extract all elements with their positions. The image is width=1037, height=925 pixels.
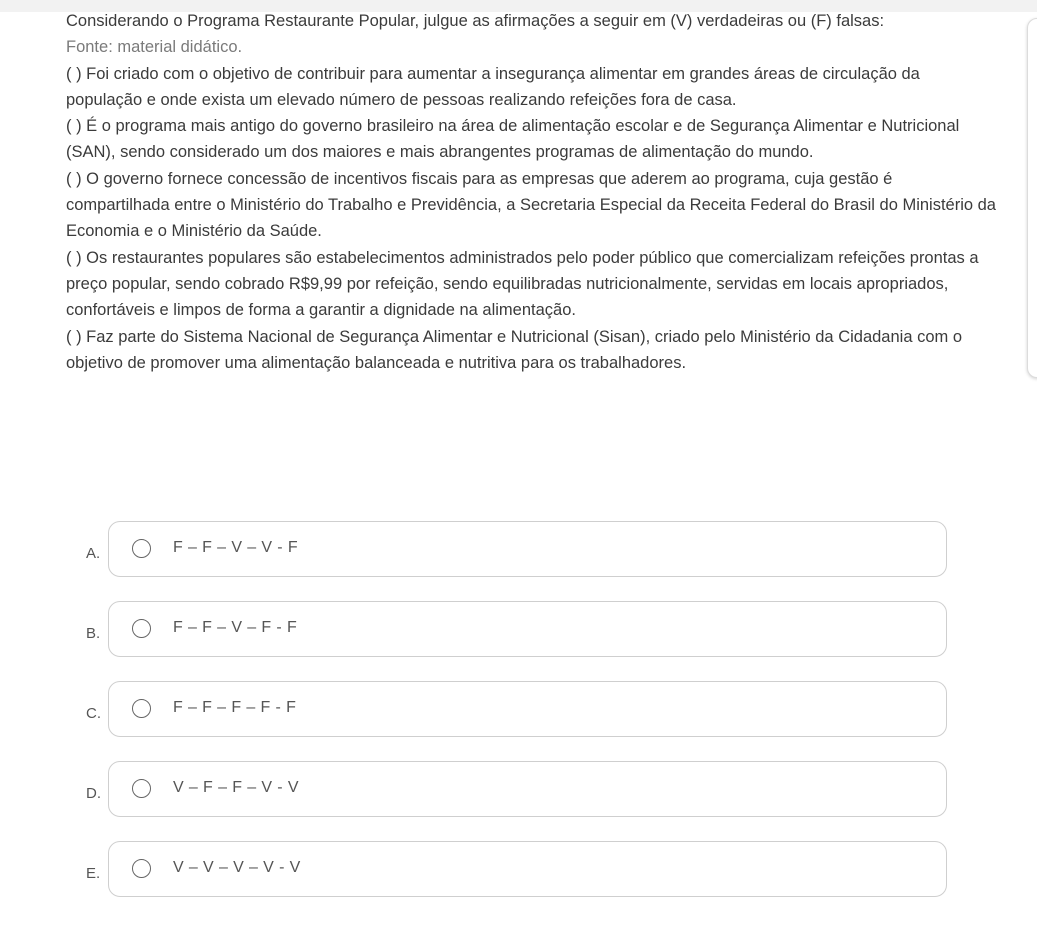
answer-option-a[interactable] [78,521,950,579]
option-label: V – V – V – V - V [173,859,301,876]
answer-option-c[interactable] [78,681,950,739]
option-box[interactable] [108,761,947,817]
option-letter: B. [86,625,101,642]
statement-1: ( ) Foi criado com o objetivo de contribuir para aumentar a insegurança alimentar em grandes áreas de circulação da população e onde exista um elevado número de pessoas realizando refeições fora de casa. [66,64,920,109]
statement-2: ( ) É o programa mais antigo do governo brasileiro na área de alimentação escolar e de Segurança Alimentar e Nutricional (SAN), sendo considerado um dos maiores e mais abrangentes programas de alimentação do mundo. [66,117,960,162]
question-prompt: Considerando o Programa Restaurante Popular, julgue as afirmações a seguir em (V) verdadeiras ou (F) falsas: [66,12,885,30]
option-letter: D. [86,785,101,802]
option-label: F – F – V – V - F [173,539,299,556]
answer-option-d[interactable] [78,761,950,819]
option-box[interactable] [108,841,947,897]
option-label: F – F – V – F - F [173,619,298,636]
radio-button-icon[interactable] [132,779,151,798]
option-box[interactable] [108,521,947,577]
question-source: Fonte: material didático. [66,38,243,57]
option-letter: E. [86,865,101,882]
option-letter: C. [86,705,101,722]
radio-button-icon[interactable] [132,539,151,558]
option-box[interactable] [108,601,947,657]
radio-button-icon[interactable] [132,699,151,718]
statement-5: ( ) Faz parte do Sistema Nacional de Segurança Alimentar e Nutricional (Sisan), criado pelo Ministério da Cidadania com o objetivo de promover uma alimentação balanceada e nutritiva para os trabalhadores. [66,327,963,372]
option-box[interactable] [108,681,947,737]
question-text [66,8,996,376]
radio-button-icon[interactable] [132,619,151,638]
statement-3: ( ) O governo fornece concessão de incentivos fiscais para as empresas que aderem ao programa, cuja gestão é compartilhada entre o Ministério do Trabalho e Previdência, a Secretaria Especial da Receita Federal do Brasil do Ministério da Economia e o Ministério da Saúde. [66,169,996,241]
option-letter: A. [86,545,101,562]
answer-option-e[interactable] [78,841,950,899]
option-label: V – F – F – V - V [173,779,299,796]
option-label: F – F – F – F - F [173,699,297,716]
radio-button-icon[interactable] [132,859,151,878]
answer-option-b[interactable] [78,601,950,659]
statement-4: ( ) Os restaurantes populares são estabelecimentos administrados pelo poder público que comercializam refeições prontas a preço popular, sendo cobrado R$9,99 por refeição, sendo equilibradas nutricionalmente, servidas em locais apropriados, confortáveis e limpos de forma a garantir a dignidade na alimentação. [66,248,979,320]
side-panel [1027,18,1037,378]
